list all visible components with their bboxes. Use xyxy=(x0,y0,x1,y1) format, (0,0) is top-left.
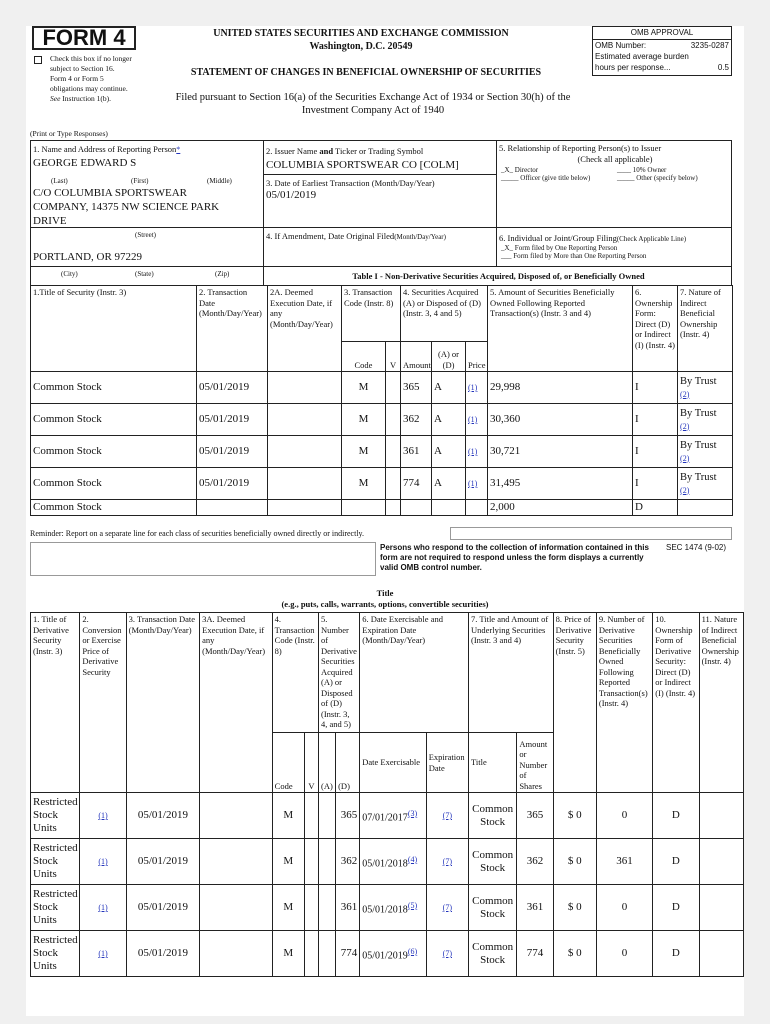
t2-underlying-title-cell: Common Stock xyxy=(468,931,516,977)
statement-title: STATEMENT OF CHANGES IN BENEFICIAL OWNERSHIP OF SECURITIES xyxy=(190,67,542,78)
omb-title: OMB APPROVAL xyxy=(593,27,731,40)
relationship-label: 5. Relationship of Reporting Person(s) to Issuer xyxy=(499,143,662,153)
reporting-city-line: PORTLAND, OR 97229 xyxy=(33,251,143,263)
t2-a-cell xyxy=(318,839,335,885)
t2-d: (D) xyxy=(336,733,360,793)
t1-h1: 1.Title of Security (Instr. 3) xyxy=(31,286,197,372)
t2-code-cell: M xyxy=(272,839,304,885)
first-caption: (First) xyxy=(131,177,149,185)
t1-form-cell: I xyxy=(633,436,678,468)
t1-form-cell: I xyxy=(633,404,678,436)
t1-deemed-cell xyxy=(268,372,342,404)
t2-title-cell: Restricted Stock Units xyxy=(31,839,80,885)
t1-nature-fn[interactable]: (2) xyxy=(680,389,690,399)
t1-price-fn[interactable]: (1) xyxy=(466,372,488,404)
t2-date-ex: Date Exercisable xyxy=(360,733,426,793)
table2-row xyxy=(31,885,744,931)
t2-exp-fn[interactable]: (7) xyxy=(426,931,468,977)
print-type: (Print or Type Responses) xyxy=(30,129,108,138)
t2-exercisable-cell: 07/01/2017$^{(3)}$ xyxy=(360,793,426,839)
t2-title-cell: Restricted Stock Units xyxy=(31,885,80,931)
reporting-street-box xyxy=(30,227,264,267)
t2-price-cell: $ 0 xyxy=(553,885,596,931)
t1-form-cell: I xyxy=(633,468,678,500)
table1-title: Table I - Non-Derivative Securities Acquired, Disposed of, or Beneficially Owned xyxy=(352,271,645,281)
omb-number-label: OMB Number: xyxy=(595,41,647,50)
table1-row xyxy=(31,404,733,436)
table1-row xyxy=(31,372,733,404)
officer-option[interactable]: _____ Officer (give title below) xyxy=(501,174,591,182)
t2-exp-fn[interactable]: (7) xyxy=(426,885,468,931)
street-caption: (Street) xyxy=(135,231,156,239)
earliest-label: 3. Date of Earliest Transaction (Month/Day/Year) xyxy=(266,178,435,188)
t2-price-cell: $ 0 xyxy=(553,839,596,885)
t2-form-cell: D xyxy=(653,885,699,931)
t2-nature-cell xyxy=(699,885,743,931)
issuer-value: COLUMBIA SPORTSWEAR CO [COLM] xyxy=(266,159,459,171)
t2-title: Title xyxy=(468,733,516,793)
issuer-label: 2. Issuer Name and Ticker or Trading Symbol xyxy=(266,146,424,156)
director-option[interactable]: _X_ Director xyxy=(501,166,539,174)
t2-code: Code xyxy=(272,733,304,793)
t2-code-cell: M xyxy=(272,885,304,931)
zip-caption: (Zip) xyxy=(215,270,230,278)
t2-h7: 7. Title and Amount of Underlying Securities (Instr. 3 and 4) xyxy=(468,613,553,733)
t2-code-cell: M xyxy=(272,793,304,839)
t1-price-fn[interactable]: (1) xyxy=(466,436,488,468)
t1-title-cell: Common Stock xyxy=(31,404,197,436)
omb-number-value: 3235-0287 xyxy=(690,41,729,50)
filed-pursuant: Filed pursuant to Section 16(a) of the Securities Exchange Act of 1934 or Section 30(h) of the Investment Company Act of 1940 xyxy=(175,92,571,116)
t2-exp: Expiration Date xyxy=(426,733,468,793)
t2-owned-cell: 0 xyxy=(596,931,652,977)
t1-code: Code xyxy=(342,342,386,372)
last-caption: (Last) xyxy=(51,177,68,185)
t2-date-cell: 05/01/2019 xyxy=(126,931,200,977)
t2-conv-fn[interactable]: (1) xyxy=(80,793,126,839)
one-person-option[interactable]: _X_ Form filed by One Reporting Person xyxy=(501,244,618,252)
amendment-label: 4. If Amendment, Date Original Filed(Month/Day/Year) xyxy=(266,231,446,241)
t1-nature-cell: By Trust (2) xyxy=(678,468,733,500)
t2-h4: 4. Transaction Code (Instr. 8) xyxy=(272,613,318,733)
persons-notice: Persons who respond to the collection of information contained in this form are not required to respond unless the form displays a currently valid OMB control number. xyxy=(380,543,649,572)
t1-v: V xyxy=(386,342,401,372)
t2-price-cell: $ 0 xyxy=(553,931,596,977)
t2-exercisable-fn[interactable]: (4) xyxy=(407,854,418,864)
middle-caption: (Middle) xyxy=(207,177,232,185)
t2-d-cell: 361 xyxy=(336,885,360,931)
t2-h9: 9. Number of Derivative Securities Beneficially Owned Following Reported Transaction(s) (Instr. 4) xyxy=(596,613,652,793)
t1-nature-cell: By Trust (2) xyxy=(678,372,733,404)
t2-underlying-title-cell: Common Stock xyxy=(468,885,516,931)
t1-form-cell: D xyxy=(633,500,678,516)
t1-date-cell: 05/01/2019 xyxy=(197,404,268,436)
t2-nature-cell xyxy=(699,839,743,885)
t1-h5: 5. Amount of Securities Beneficially Owned Following Reported Transaction(s) (Instr. 3 and 4) xyxy=(488,286,633,372)
earliest-value: 05/01/2019 xyxy=(266,189,317,201)
reporting-person-name: GEORGE EDWARD S xyxy=(33,157,137,169)
t2-d-cell: 365 xyxy=(336,793,360,839)
t2-v: V xyxy=(304,733,318,793)
form-page xyxy=(26,26,744,1016)
reminder-box xyxy=(450,527,732,540)
t1-owned-cell: 29,998 xyxy=(488,372,633,404)
t2-exercisable-fn[interactable]: (5) xyxy=(407,900,418,910)
t2-h11: 11. Nature of Indirect Beneficial Ownership (Instr. 4) xyxy=(699,613,743,793)
t2-date-cell: 05/01/2019 xyxy=(126,839,200,885)
t2-underlying-amount-cell: 774 xyxy=(517,931,553,977)
t1-ad-cell xyxy=(432,500,466,516)
t2-deemed-cell xyxy=(200,885,273,931)
t2-form-cell: D xyxy=(653,839,699,885)
t2-conv-fn[interactable]: (1) xyxy=(80,931,126,977)
reporting-person-star[interactable]: * xyxy=(176,145,181,154)
t2-exp-fn[interactable]: (7) xyxy=(426,793,468,839)
t1-h6: 6. Ownership Form: Direct (D) or Indirect (I) (Instr. 4) xyxy=(633,286,678,372)
persons-left-box xyxy=(30,542,376,576)
t1-deemed-cell xyxy=(268,500,342,516)
t1-ad-cell: A xyxy=(432,436,466,468)
t2-a: (A) xyxy=(318,733,335,793)
t2-nature-cell xyxy=(699,931,743,977)
form-label: FORM 4 xyxy=(32,26,136,50)
relationship-box xyxy=(496,140,732,228)
reminder: Reminder: Report on a separate line for each class of securities beneficially owned directly or indirectly. xyxy=(30,529,365,538)
t2-d-cell: 362 xyxy=(336,839,360,885)
t1-title-cell: Common Stock xyxy=(31,436,197,468)
reporting-person-box xyxy=(30,140,264,228)
t2-title-cell: Restricted Stock Units xyxy=(31,931,80,977)
omb-burden: Estimated average burden xyxy=(595,52,689,61)
t2-form-cell: D xyxy=(653,931,699,977)
issuer-box xyxy=(263,140,497,175)
t1-owned-cell: 31,495 xyxy=(488,468,633,500)
t1-amount: Amount xyxy=(401,342,432,372)
t2-deemed-cell xyxy=(200,839,273,885)
t1-h3: 3. Transaction Code (Instr. 8) xyxy=(342,286,401,342)
t2-form-cell: D xyxy=(653,793,699,839)
table1 xyxy=(30,285,733,516)
relationship-sub: (Check all applicable) xyxy=(577,154,653,164)
t2-v-cell xyxy=(304,793,318,839)
t1-code-cell: M xyxy=(342,436,386,468)
table1-title-box xyxy=(263,266,732,286)
t1-title-cell: Common Stock xyxy=(31,500,197,516)
agency-city: Washington, D.C. 20549 xyxy=(309,41,413,52)
t2-underlying-title-cell: Common Stock xyxy=(468,839,516,885)
table1-row xyxy=(31,436,733,468)
t1-title-cell: Common Stock xyxy=(31,468,197,500)
checkbox-text: Check this box if no longer subject to Section 16. Form 4 or Form 5 obligations may continue. See Instruction 1(b). xyxy=(50,54,132,103)
t1-amount-cell: 362 xyxy=(401,404,432,436)
agency-title: UNITED STATES SECURITIES AND EXCHANGE COMMISSION xyxy=(213,28,509,39)
owner10-option[interactable]: ____ 10% Owner xyxy=(617,166,667,174)
t1-amount-cell: 361 xyxy=(401,436,432,468)
table2-row xyxy=(31,793,744,839)
t2-exercisable-cell: 05/01/2018$^{(5)}$ xyxy=(360,885,426,931)
t1-code-cell: M xyxy=(342,404,386,436)
t1-date-cell: 05/01/2019 xyxy=(197,372,268,404)
t2-amount-shares: Amount or Number of Shares xyxy=(517,733,553,793)
t1-deemed-cell xyxy=(268,436,342,468)
group-filing-label: 6. Individual or Joint/Group Filing(Check Applicable Line) xyxy=(499,233,687,243)
t1-price: Price xyxy=(466,342,488,372)
t1-owned-cell: 30,360 xyxy=(488,404,633,436)
t2-h10: 10. Ownership Form of Derivative Security: Direct (D) or Indirect (I) (Instr. 4) xyxy=(653,613,699,793)
t1-h2a: 2A. Deemed Execution Date, if any (Month/Day/Year) xyxy=(268,286,342,372)
t1-ad-cell: A xyxy=(432,404,466,436)
t1-amount-cell: 365 xyxy=(401,372,432,404)
reporting-person-label: 1. Name and Address of Reporting Person xyxy=(33,144,177,154)
no-longer-subject-checkbox[interactable] xyxy=(34,56,42,64)
t2-v-cell xyxy=(304,931,318,977)
t1-nature-cell: By Trust (2) xyxy=(678,404,733,436)
t1-nature-fn[interactable]: (2) xyxy=(680,453,690,463)
t1-h7: 7. Nature of Indirect Beneficial Ownership (Instr. 4) xyxy=(678,286,733,372)
t1-v-cell xyxy=(386,436,401,468)
more-person-option[interactable]: ___ Form filed by More than One Reporting Person xyxy=(501,252,647,260)
t1-v-cell xyxy=(386,468,401,500)
t2-a-cell xyxy=(318,931,335,977)
t2-conv-fn[interactable]: (1) xyxy=(80,839,126,885)
other-option[interactable]: _____ Other (specify below) xyxy=(617,174,698,182)
t1-v-cell xyxy=(386,372,401,404)
t1-ad-cell: A xyxy=(432,372,466,404)
t2-a-cell xyxy=(318,793,335,839)
t1-deemed-cell xyxy=(268,468,342,500)
t1-owned-cell: 30,721 xyxy=(488,436,633,468)
t2-price-cell: $ 0 xyxy=(553,793,596,839)
t2-h3: 3. Transaction Date (Month/Day/Year) xyxy=(126,613,200,793)
t2-a-cell xyxy=(318,885,335,931)
t1-deemed-cell xyxy=(268,404,342,436)
t1-code-cell: M xyxy=(342,468,386,500)
state-caption: (State) xyxy=(135,270,154,278)
amendment-box xyxy=(263,227,497,267)
t2-date-cell: 05/01/2019 xyxy=(126,793,200,839)
t1-amount-cell: 774 xyxy=(401,468,432,500)
t2-owned-cell: 0 xyxy=(596,793,652,839)
t1-form-cell: I xyxy=(633,372,678,404)
t1-date-cell: 05/01/2019 xyxy=(197,436,268,468)
t1-code-cell xyxy=(342,500,386,516)
t1-title-cell: Common Stock xyxy=(31,372,197,404)
group-filing-box xyxy=(496,227,732,267)
t1-date-cell: 05/01/2019 xyxy=(197,468,268,500)
earliest-transaction-box xyxy=(263,174,497,228)
t2-v-cell xyxy=(304,839,318,885)
t2-owned-cell: 0 xyxy=(596,885,652,931)
t2-underlying-amount-cell: 362 xyxy=(517,839,553,885)
t1-amount-cell xyxy=(401,500,432,516)
t2-title-cell: Restricted Stock Units xyxy=(31,793,80,839)
table1-row xyxy=(31,468,733,500)
t2-exercisable-fn[interactable]: (3) xyxy=(407,808,418,818)
table1-row xyxy=(31,500,733,516)
t1-h2: 2. Transaction Date (Month/Day/Year) xyxy=(197,286,268,372)
t2-v-cell xyxy=(304,885,318,931)
reporting-city-box xyxy=(30,266,264,286)
table2-title: Title (e.g., puts, calls, warrants, options, convertible securities) xyxy=(281,588,489,609)
t1-owned-cell: 2,000 xyxy=(488,500,633,516)
t2-underlying-title-cell: Common Stock xyxy=(468,793,516,839)
t2-exercisable-cell: 05/01/2018$^{(4)}$ xyxy=(360,839,426,885)
omb-hours-label: hours per response... xyxy=(595,63,671,72)
city-caption: (City) xyxy=(61,270,78,278)
omb-hours-value: 0.5 xyxy=(717,63,729,72)
t2-underlying-amount-cell: 365 xyxy=(517,793,553,839)
table2 xyxy=(30,612,744,977)
t1-price-fn[interactable]: (1) xyxy=(466,468,488,500)
t1-code-cell: M xyxy=(342,372,386,404)
t2-owned-cell: 361 xyxy=(596,839,652,885)
t2-deemed-cell xyxy=(200,793,273,839)
reporting-address: C/O COLUMBIA SPORTSWEAR COMPANY, 14375 NW SCIENCE PARK DRIVE xyxy=(33,187,220,227)
t2-conv-fn[interactable]: (1) xyxy=(80,885,126,931)
omb-approval-box xyxy=(592,26,732,76)
t1-h4: 4. Securities Acquired (A) or Disposed of (D) (Instr. 3, 4 and 5) xyxy=(401,286,488,342)
sec-code: SEC 1474 (9-02) xyxy=(666,543,727,552)
table2-row xyxy=(31,839,744,885)
t1-v-cell xyxy=(386,404,401,436)
t2-h2: 2. Conversion or Exercise Price of Derivative Security xyxy=(80,613,126,793)
t1-nature-cell xyxy=(678,500,733,516)
t1-v-cell xyxy=(386,500,401,516)
t2-exercisable-cell: 05/01/2019$^{(6)}$ xyxy=(360,931,426,977)
t2-h8: 8. Price of Derivative Security (Instr. 5) xyxy=(553,613,596,793)
t2-underlying-amount-cell: 361 xyxy=(517,885,553,931)
t2-exp-fn[interactable]: (7) xyxy=(426,839,468,885)
t1-nature-fn[interactable]: (2) xyxy=(680,421,690,431)
t1-nature-fn[interactable]: (2) xyxy=(680,485,690,495)
t1-price-fn[interactable] xyxy=(466,500,488,516)
t1-date-cell xyxy=(197,500,268,516)
t2-nature-cell xyxy=(699,793,743,839)
t2-h5: 5. Number of Derivative Securities Acquired (A) or Disposed of (D) (Instr. 3, 4, and 5) xyxy=(318,613,359,733)
t2-h1: 1. Title of Derivative Security (Instr. 3) xyxy=(31,613,80,793)
t2-h6: 6. Date Exercisable and Expiration Date (Month/Day/Year) xyxy=(360,613,469,733)
table2-row xyxy=(31,931,744,977)
t2-code-cell: M xyxy=(272,931,304,977)
t2-h3a: 3A. Deemed Execution Date, if any (Month/Day/Year) xyxy=(200,613,273,793)
t2-date-cell: 05/01/2019 xyxy=(126,885,200,931)
t1-nature-cell: By Trust (2) xyxy=(678,436,733,468)
t2-exercisable-fn[interactable]: (6) xyxy=(407,946,418,956)
t1-aord: (A) or (D) xyxy=(432,342,466,372)
t2-deemed-cell xyxy=(200,931,273,977)
t2-d-cell: 774 xyxy=(336,931,360,977)
t1-price-fn[interactable]: (1) xyxy=(466,404,488,436)
t1-ad-cell: A xyxy=(432,468,466,500)
